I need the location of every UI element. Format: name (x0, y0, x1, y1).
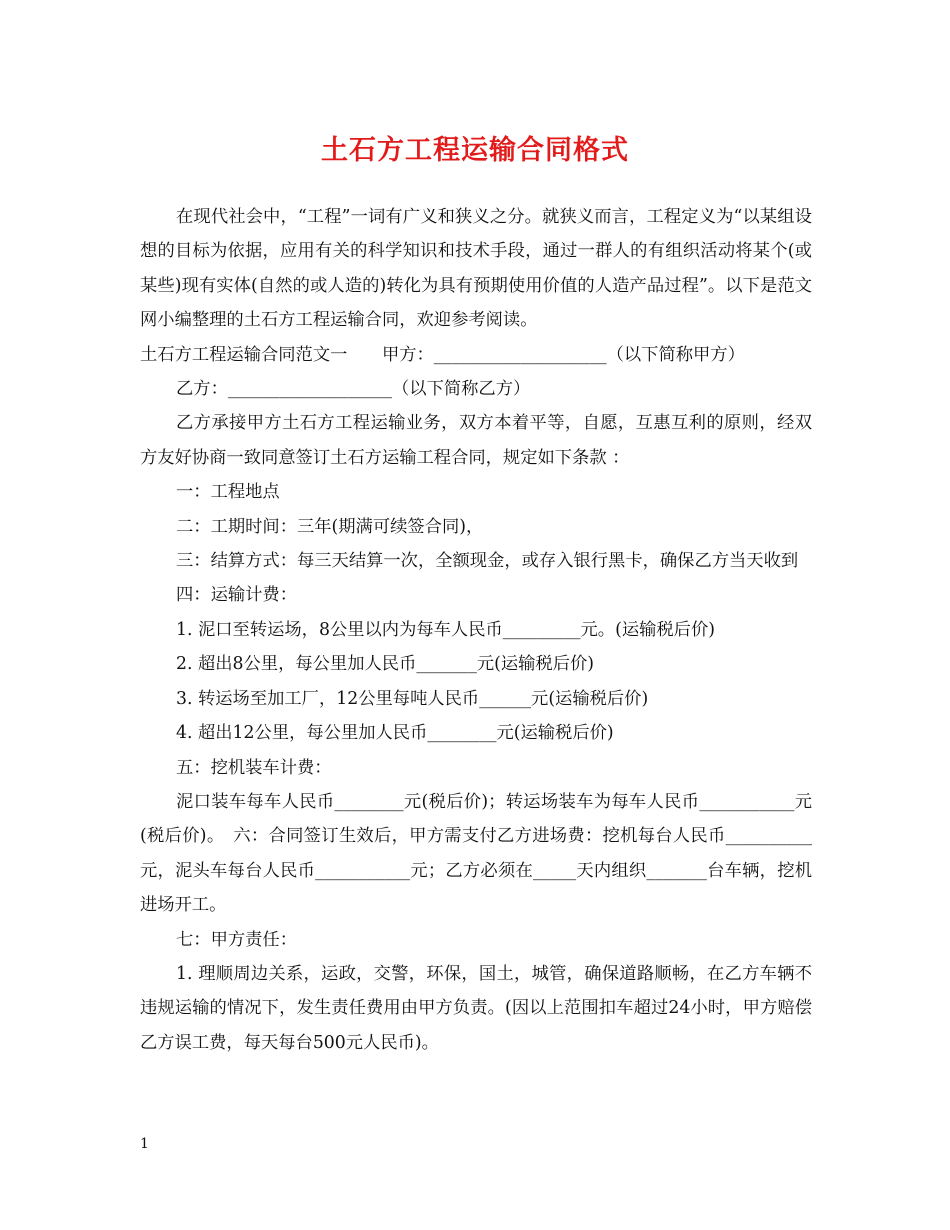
fee-item-2: 2. 超出8公里，每公里加人民币_______元(运输税后价) (176, 654, 595, 675)
loading-fees-detail: 泥口装车每车人民币________元(税后价)；转运场装车为每车人民币___________元(税后价)。 六：合同签订生效后，甲方需支付乙方进场费：挖机每台人民币__________元，泥头车每台人民币___________元；乙方必须在_____天内组织_______台车辆，挖机进场开工。 (140, 791, 812, 916)
party-a-duty-1: 1. 理顺周边关系，运政，交警，环保，国土，城管，确保道路顺畅，在乙方车辆不违规运输的情况下，发生责任费用由甲方负责。(因以上范围扣车超过24小时，甲方赔偿乙方误工费，每天每台500元人民币)。 (140, 963, 812, 1053)
clause-loading-fees: 五：挖机装车计费： (176, 757, 332, 778)
clause-transport-fees: 四：运输计费： (176, 585, 297, 606)
fee-item-3: 3. 转运场至加工厂，12公里每吨人民币______元(运输税后价) (176, 688, 649, 709)
clause-location: 一：工程地点 (176, 482, 280, 503)
document-title: 土石方工程运输合同格式 (321, 135, 629, 166)
clause-settlement: 三：结算方式：每三天结算一次，全额现金，或存入银行黑卡，确保乙方当天收到 (176, 551, 799, 572)
fee-item-1: 1. 泥口至转运场，8公里以内为每车人民币_________元。(运输税后价) (176, 619, 715, 640)
fee-item-4: 4. 超出12公里，每公里加人民币________元(运输税后价) (176, 723, 614, 744)
page-number: 1 (140, 1136, 149, 1152)
party-b-line: 乙方：___________________（以下简称乙方） (176, 379, 531, 400)
party-a-line: 土石方工程运输合同范文一 甲方：____________________（以下简称甲方） (140, 344, 745, 365)
agreement-preamble: 乙方承接甲方土石方工程运输业务，双方本着平等，自愿，互惠互利的原则，经双方友好协商一致同意签订土石方运输工程合同，规定如下条款 ： (140, 413, 812, 468)
intro-paragraph: 在现代社会中，“工程”一词有广义和狭义之分。就狭义而言，工程定义为“以某组设想的目标为依据，应用有关的科学知识和技术手段，通过一群人的有组织活动将某个(或某些)现有实体(自然的或人造的)转化为具有预期使用价值的人造产品过程”。以下是范文网小编整理的土石方工程运输合同，欢迎参考阅读。 (140, 207, 813, 331)
clause-term: 二：工期时间：三年(期满可续签合同)， (176, 516, 484, 537)
clause-party-a-duties: 七：甲方责任： (176, 929, 297, 950)
document-body (140, 200, 812, 1060)
